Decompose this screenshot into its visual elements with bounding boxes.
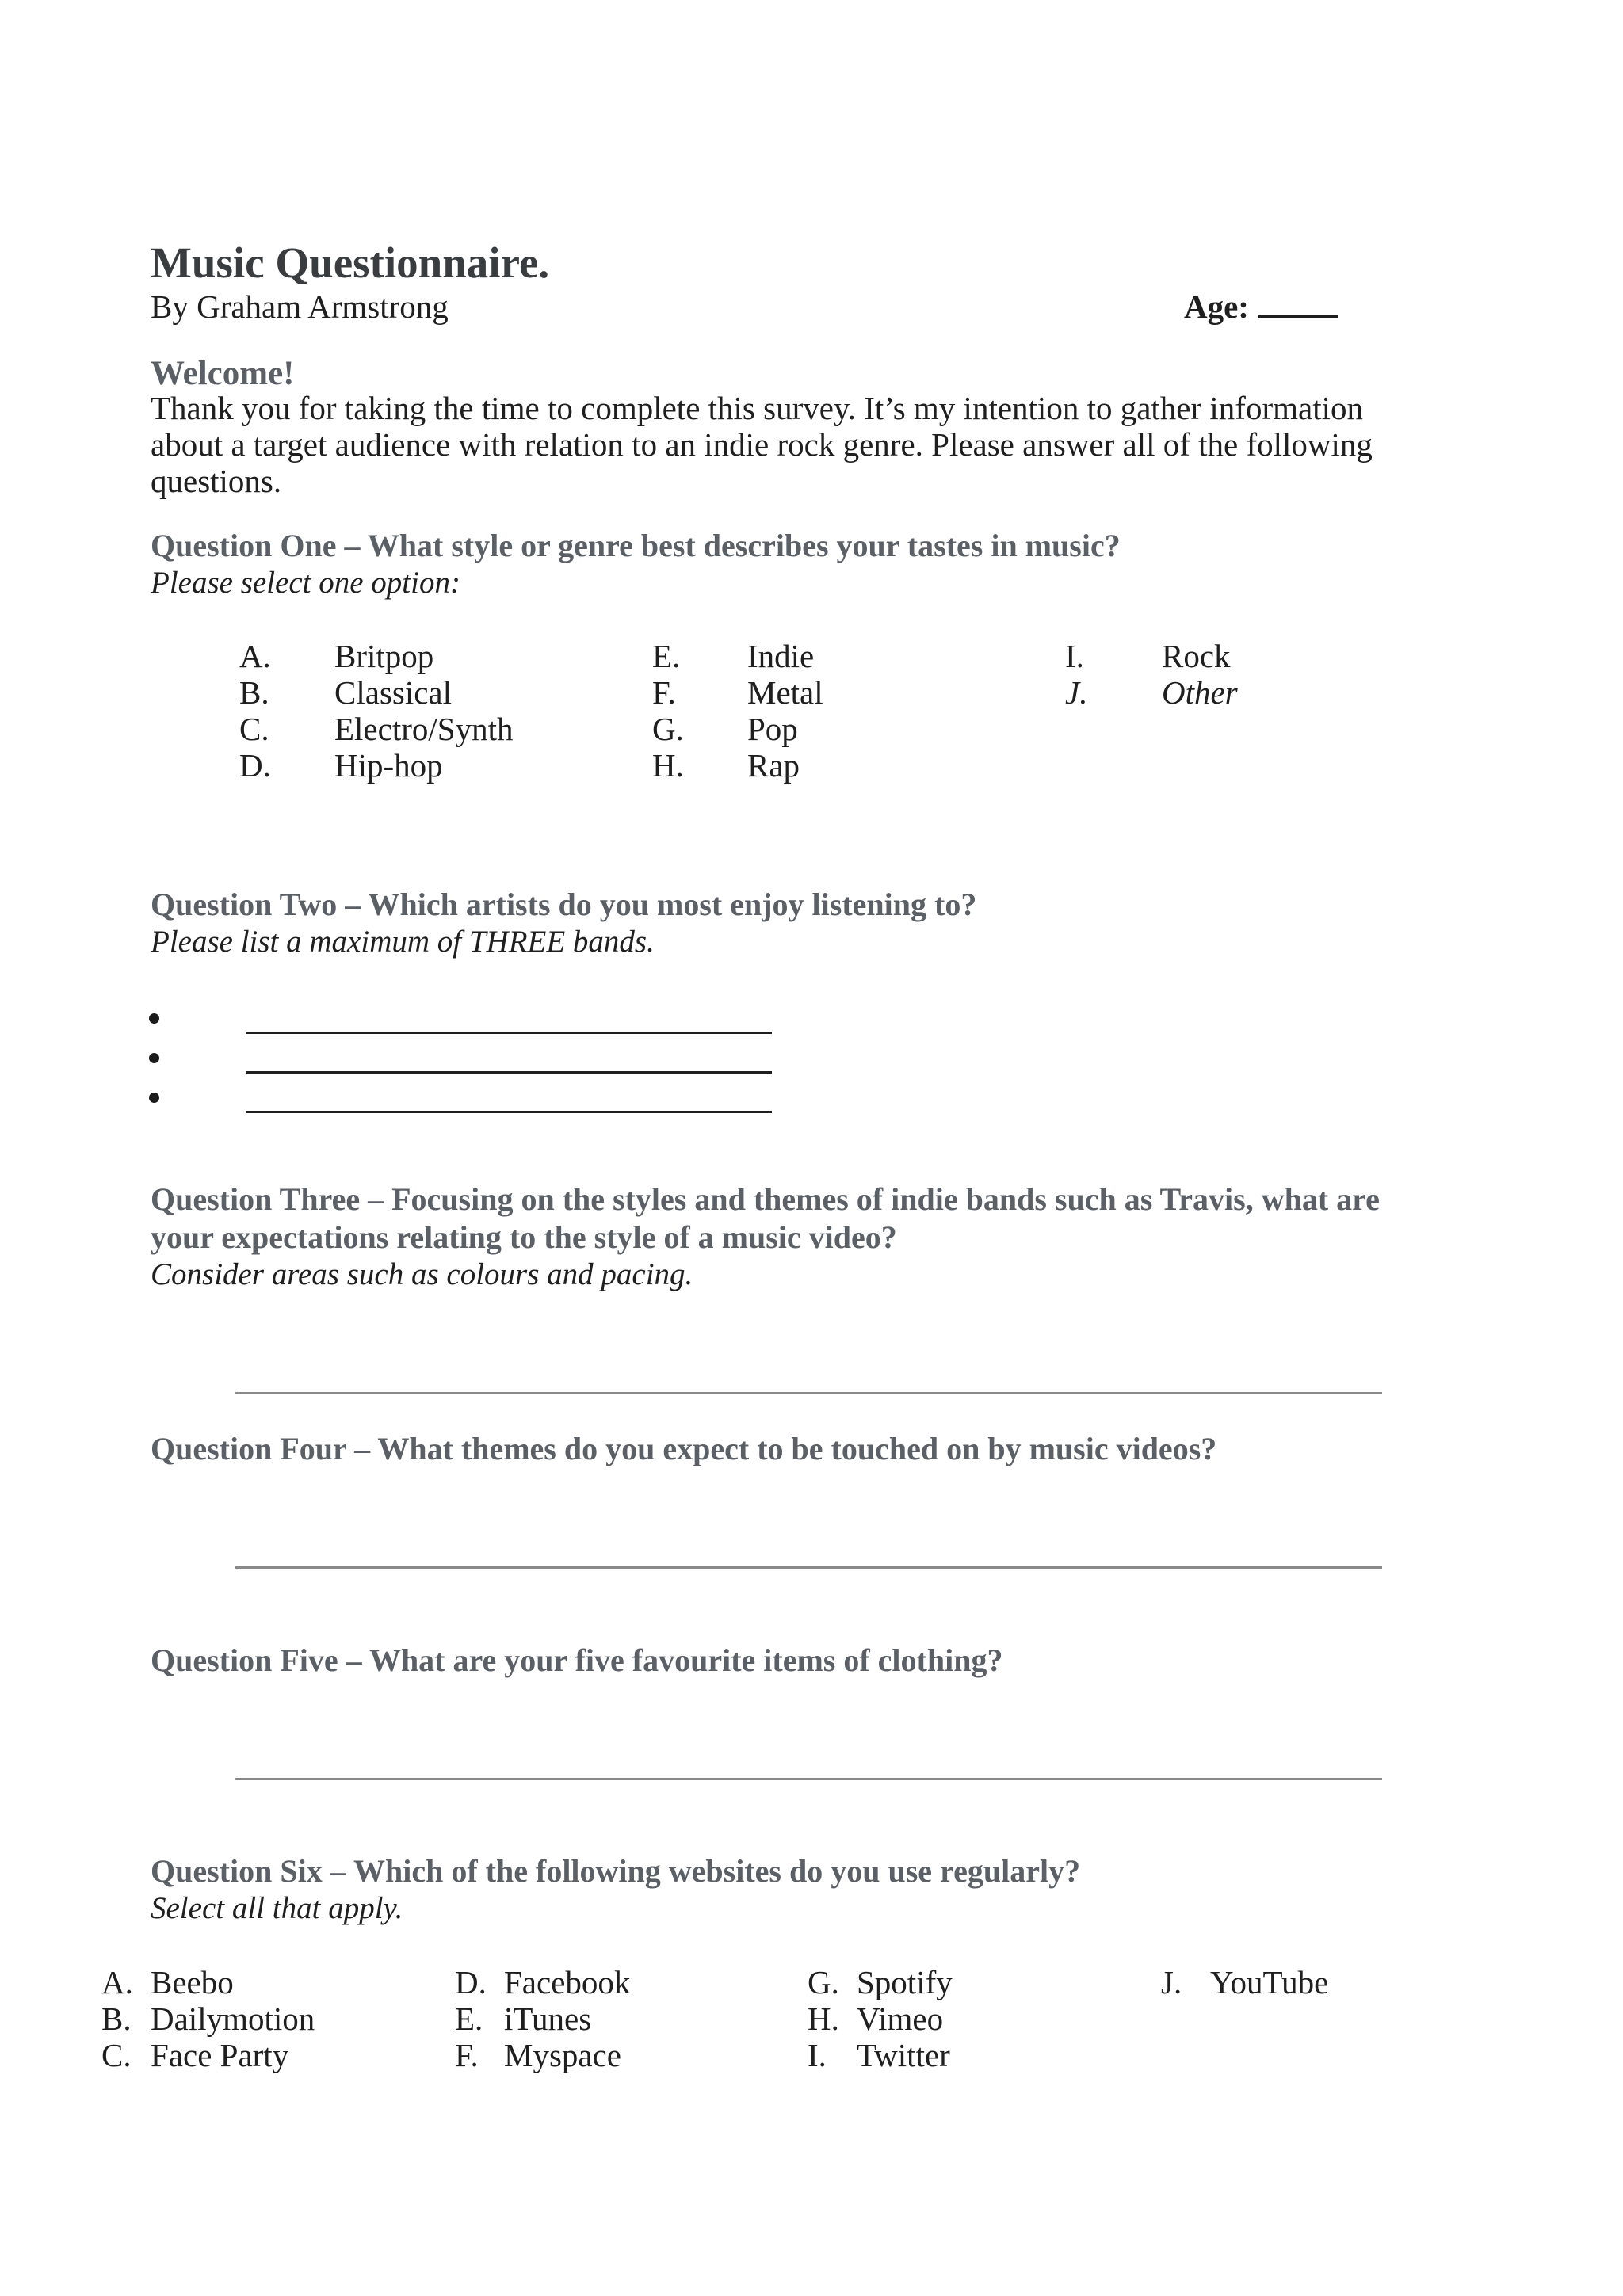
q1-option-j-label[interactable]: Other (1162, 674, 1238, 711)
q4-answer-line[interactable] (235, 1566, 1382, 1569)
q6-option-e-letter[interactable]: E. (455, 2000, 483, 2037)
q1-option-j-letter[interactable]: J. (1065, 674, 1088, 711)
q1-option-c-letter[interactable]: C. (239, 711, 269, 747)
q6-option-f-letter[interactable]: F. (455, 2037, 479, 2073)
q3-note: Consider areas such as colours and pacing. (151, 1257, 693, 1291)
q6-heading: Question Six – Which of the following websites do you use regularly? (151, 1853, 1081, 1889)
page-title: Music Questionnaire. (151, 238, 550, 287)
bullet-icon (149, 1053, 159, 1063)
q6-option-d-letter[interactable]: D. (455, 1964, 487, 2000)
welcome-line: about a target audience with relation to an indie rock genre. Please answer all of the following (151, 426, 1373, 463)
q1-option-d-letter[interactable]: D. (239, 747, 271, 784)
q6-option-j-letter[interactable]: J. (1161, 1964, 1182, 2000)
q6-option-d-label[interactable]: Facebook (504, 1964, 631, 2000)
q1-note: Please select one option: (151, 566, 460, 600)
q6-option-g-letter[interactable]: G. (808, 1964, 839, 2000)
q1-option-a-label[interactable]: Britpop (334, 638, 434, 674)
q3-answer-line[interactable] (235, 1392, 1382, 1394)
q1-option-c-label[interactable]: Electro/Synth (334, 711, 514, 747)
q2-answer-line-1[interactable] (246, 1032, 772, 1034)
q3-heading-line1: Question Three – Focusing on the styles and themes of indie bands such as Travis, what are (151, 1181, 1380, 1217)
bullet-icon (149, 1093, 159, 1103)
q6-option-a-label[interactable]: Beebo (151, 1964, 234, 2000)
q6-option-b-letter[interactable]: B. (101, 2000, 132, 2037)
q1-option-a-letter[interactable]: A. (239, 638, 271, 674)
q6-option-h-label[interactable]: Vimeo (857, 2000, 944, 2037)
q1-option-e-letter[interactable]: E. (652, 638, 681, 674)
q5-answer-line[interactable] (235, 1778, 1382, 1780)
q1-option-b-letter[interactable]: B. (239, 674, 269, 711)
age-label: Age: (1184, 288, 1249, 325)
q2-answer-line-2[interactable] (246, 1071, 772, 1074)
q6-option-i-label[interactable]: Twitter (857, 2037, 950, 2073)
q1-option-h-letter[interactable]: H. (652, 747, 684, 784)
q6-option-i-letter[interactable]: I. (808, 2037, 827, 2073)
q1-option-d-label[interactable]: Hip-hop (334, 747, 443, 784)
q2-note: Please list a maximum of THREE bands. (151, 925, 655, 959)
age-blank[interactable] (1258, 288, 1338, 318)
q6-option-j-label[interactable]: YouTube (1210, 1964, 1329, 2000)
q3-heading-line2: your expectations relating to the style of a music video? (151, 1219, 897, 1255)
q1-option-b-label[interactable]: Classical (334, 674, 453, 711)
author-line: By Graham Armstrong (151, 288, 449, 325)
q4-heading: Question Four – What themes do you expect to be touched on by music videos? (151, 1431, 1217, 1466)
q1-option-i-letter[interactable]: I. (1065, 638, 1084, 674)
welcome-line: questions. (151, 463, 282, 499)
q2-heading: Question Two – Which artists do you most enjoy listening to? (151, 887, 977, 922)
q6-option-h-letter[interactable]: H. (808, 2000, 839, 2037)
q6-option-g-label[interactable]: Spotify (857, 1964, 953, 2000)
q1-option-e-label[interactable]: Indie (747, 638, 815, 674)
q1-option-h-label[interactable]: Rap (747, 747, 800, 784)
welcome-text (151, 390, 1450, 499)
q1-option-i-label[interactable]: Rock (1162, 638, 1231, 674)
q6-option-f-label[interactable]: Myspace (504, 2037, 622, 2073)
bullet-icon (149, 1013, 159, 1024)
q1-option-g-letter[interactable]: G. (652, 711, 684, 747)
age-field (1184, 288, 1338, 326)
q6-option-a-letter[interactable]: A. (101, 1964, 133, 2000)
q6-option-c-letter[interactable]: C. (101, 2037, 132, 2073)
welcome-heading: Welcome! (151, 355, 295, 392)
q6-option-b-label[interactable]: Dailymotion (151, 2000, 315, 2037)
q1-option-f-letter[interactable]: F. (652, 674, 676, 711)
q1-option-f-label[interactable]: Metal (747, 674, 823, 711)
q6-note: Select all that apply. (151, 1891, 403, 1925)
q1-heading: Question One – What style or genre best describes your tastes in music? (151, 528, 1121, 563)
q6-option-c-label[interactable]: Face Party (151, 2037, 289, 2073)
welcome-line: Thank you for taking the time to complete this survey. It’s my intention to gather information (151, 390, 1363, 426)
q1-option-g-label[interactable]: Pop (747, 711, 798, 747)
q2-answer-line-3[interactable] (246, 1111, 772, 1113)
q5-heading: Question Five – What are your five favourite items of clothing? (151, 1642, 1003, 1678)
q6-option-e-label[interactable]: iTunes (504, 2000, 592, 2037)
